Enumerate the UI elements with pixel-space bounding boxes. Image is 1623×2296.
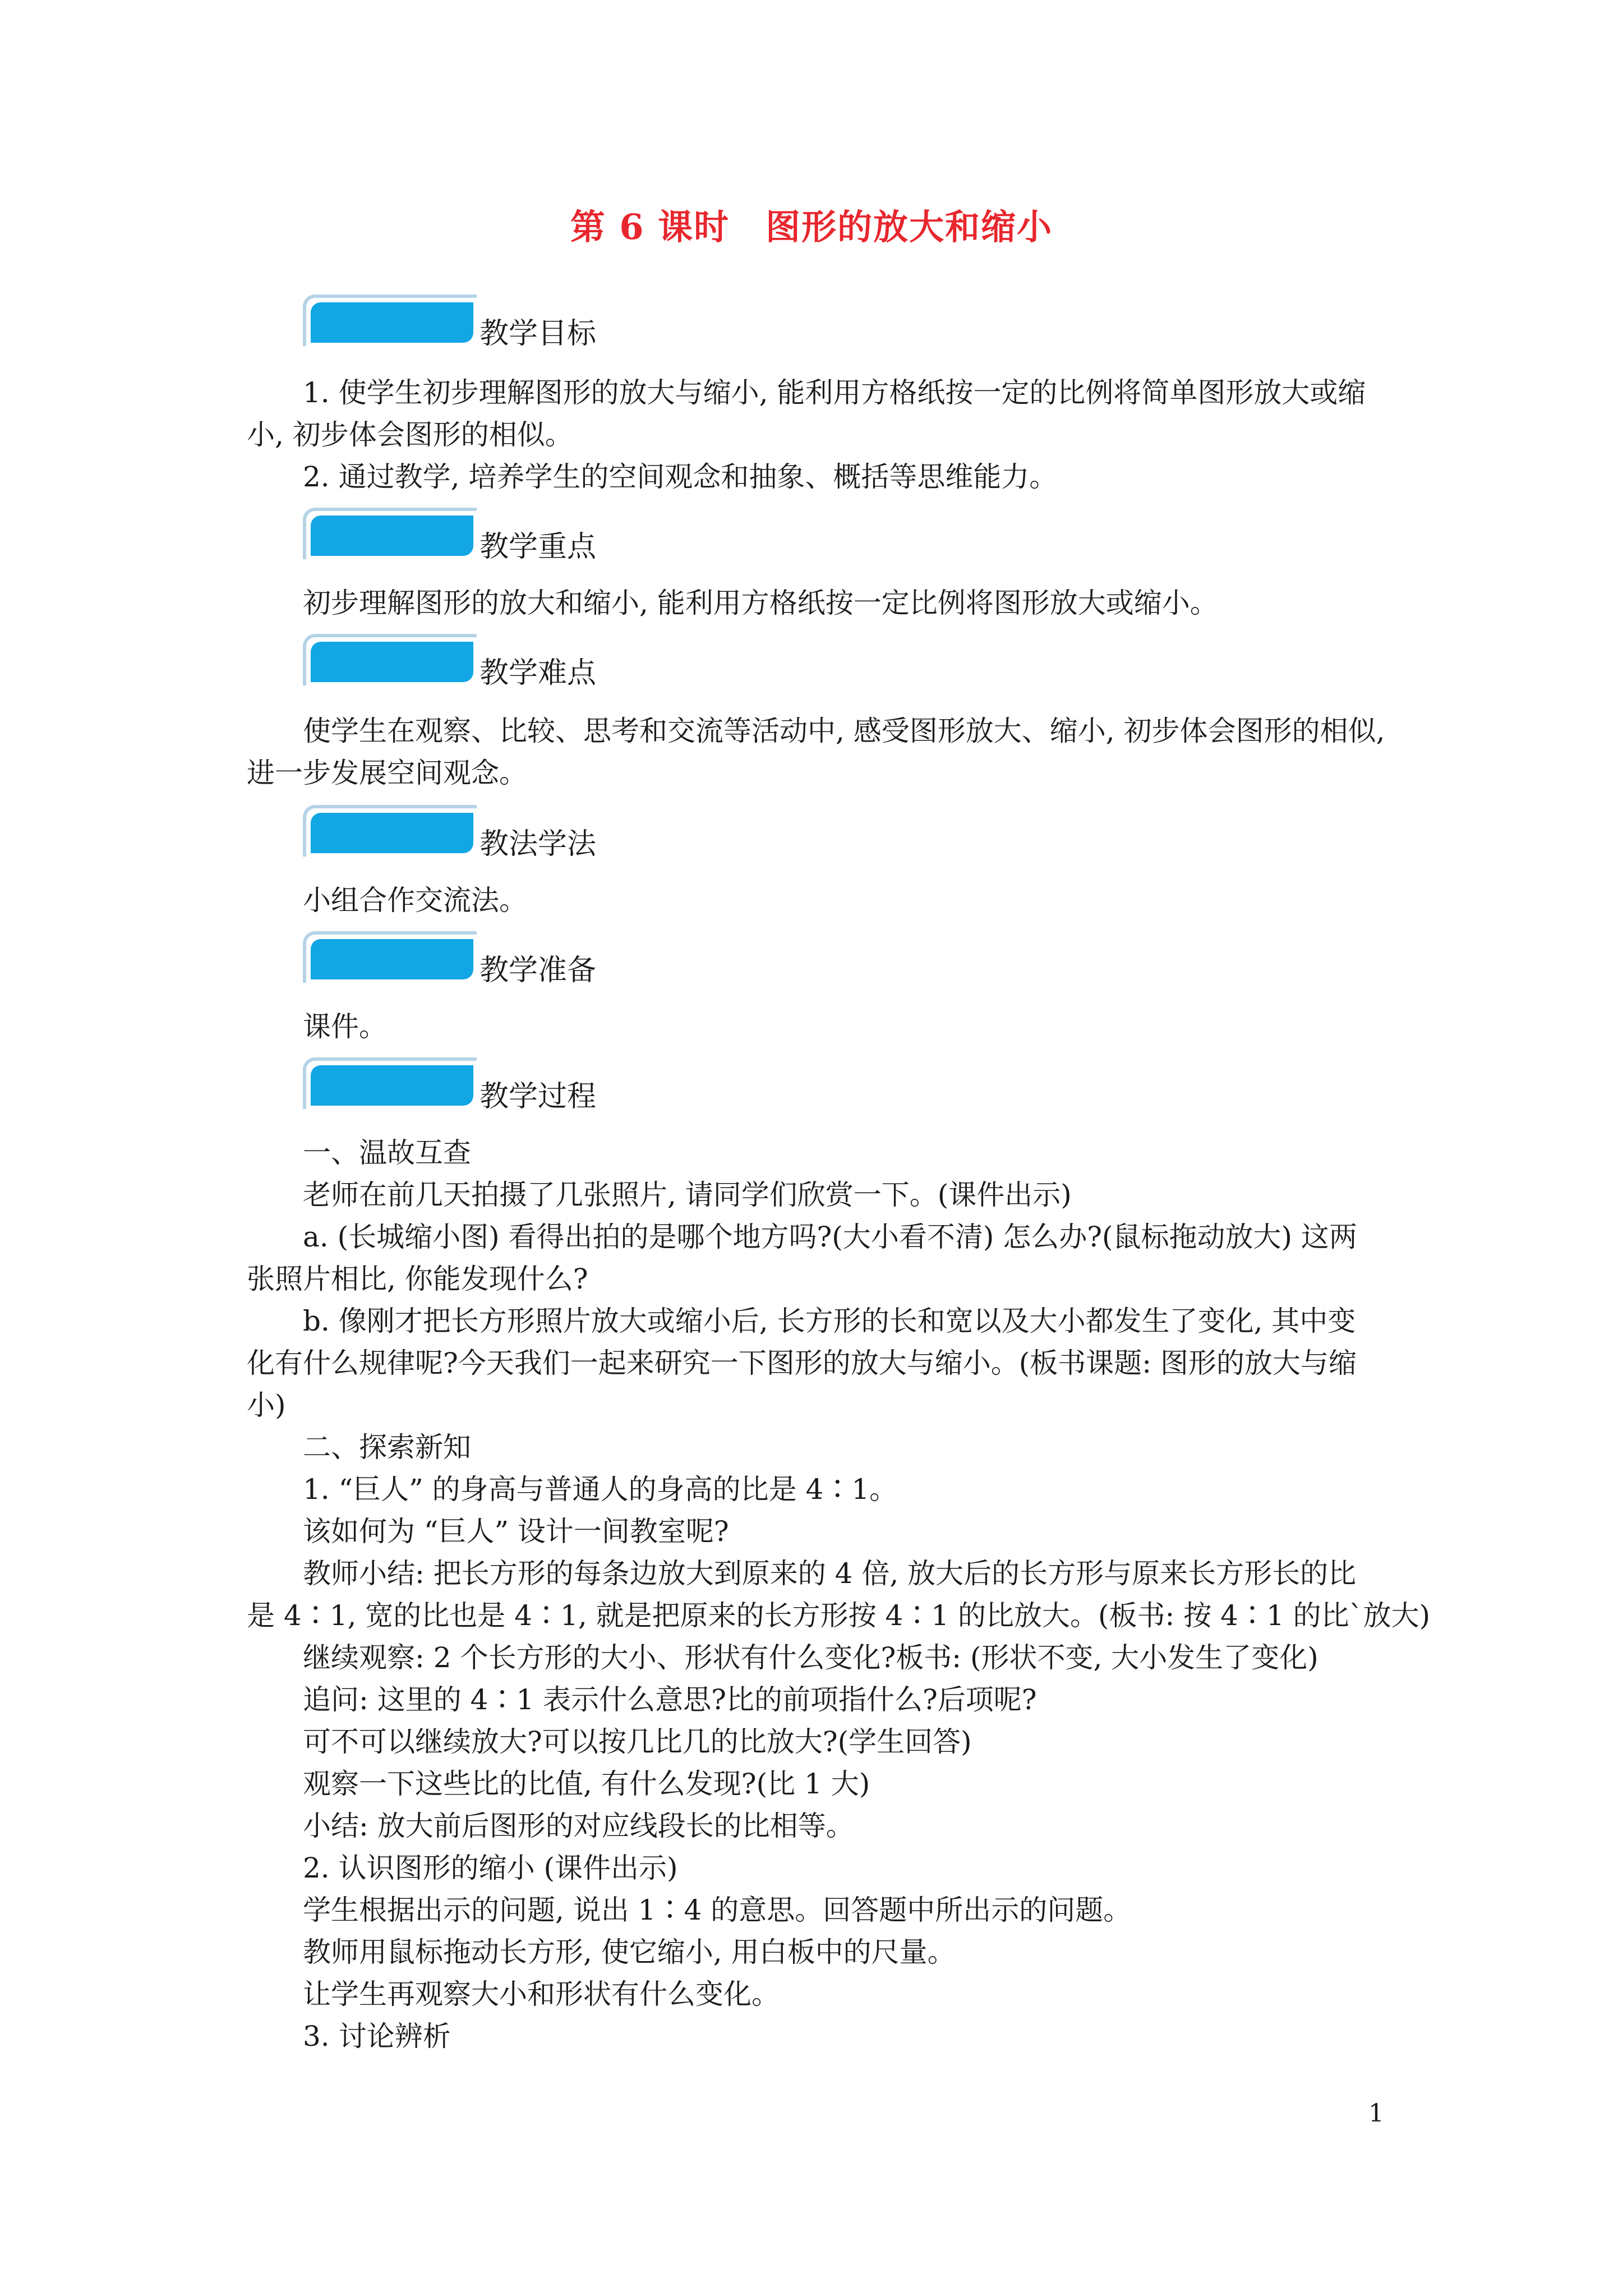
paragraph-line: 课件。 bbox=[303, 1010, 387, 1043]
paragraph-line: 初步理解图形的放大和缩小, 能利用方格纸按一定比例将图形放大或缩小。 bbox=[303, 587, 1218, 619]
subheading: 二、探索新知 bbox=[303, 1431, 471, 1464]
section-label: 教学过程 bbox=[479, 1080, 597, 1114]
paragraph-line: 2. 认识图形的缩小 (课件出示) bbox=[303, 1852, 678, 1884]
paragraph-line: 教师用鼠标拖动长方形, 使它缩小, 用白板中的尺量。 bbox=[303, 1936, 956, 1968]
paragraph-line: 追问: 这里的 4∶1 表示什么意思?比的前项指什么?后项呢? bbox=[303, 1683, 1037, 1716]
paragraph-line: 该如何为 “巨人” 设计一间教室呢? bbox=[303, 1515, 729, 1548]
section-tag-icon bbox=[303, 805, 477, 857]
paragraph-line: 小) bbox=[247, 1389, 286, 1421]
paragraph-line: 学生根据出示的问题, 说出 1∶4 的意思。回答题中所出示的问题。 bbox=[303, 1894, 1132, 1926]
page-number: 1 bbox=[1368, 2099, 1384, 2128]
subheading: 一、温故互查 bbox=[303, 1137, 471, 1169]
paragraph-line: a. (长城缩小图) 看得出拍的是哪个地方吗?(大小看不清) 怎么办?(鼠标拖动放大) 这两 bbox=[303, 1221, 1357, 1253]
paragraph-line: 张照片相比, 你能发现什么? bbox=[247, 1263, 588, 1295]
paragraph-line: 小, 初步体会图形的相似。 bbox=[247, 418, 573, 451]
paragraph-line: 1. “巨人” 的身高与普通人的身高的比是 4∶1。 bbox=[303, 1473, 898, 1506]
paragraph-line: 教师小结: 把长方形的每条边放大到原来的 4 倍, 放大后的长方形与原来长方形长的比 bbox=[303, 1557, 1357, 1590]
section-label: 教学难点 bbox=[479, 656, 597, 690]
paragraph-line: 使学生在观察、比较、思考和交流等活动中, 感受图形放大、缩小, 初步体会图形的相似, bbox=[303, 715, 1385, 747]
paragraph-line: 3. 讨论辨析 bbox=[303, 2020, 451, 2053]
paragraph-line: 是 4∶1, 宽的比也是 4∶1, 就是把原来的长方形按 4∶1 的比放大。(板书: 按 4∶1 的比`放大) bbox=[247, 1599, 1431, 1632]
paragraph-line: 观察一下这些比的比值, 有什么发现?(比 1 大) bbox=[303, 1768, 870, 1800]
paragraph-line: 老师在前几天拍摄了几张照片, 请同学们欣赏一下。(课件出示) bbox=[303, 1179, 1072, 1211]
section-tag-icon bbox=[303, 634, 477, 685]
page-title: 第 6 课时 图形的放大和缩小 bbox=[570, 206, 1053, 247]
paragraph-line: 可不可以继续放大?可以按几比几的比放大?(学生回答) bbox=[303, 1726, 972, 1758]
section-label: 教学重点 bbox=[479, 530, 597, 564]
paragraph-line: 进一步发展空间观念。 bbox=[247, 757, 527, 789]
paragraph-line: b. 像刚才把长方形照片放大或缩小后, 长方形的长和宽以及大小都发生了变化, 其中变 bbox=[303, 1305, 1356, 1337]
section-tag-icon bbox=[303, 1057, 477, 1109]
section-tag-icon bbox=[303, 295, 477, 346]
paragraph-line: 让学生再观察大小和形状有什么变化。 bbox=[303, 1978, 780, 2010]
section-label: 教法学法 bbox=[479, 827, 597, 861]
section-label: 教学准备 bbox=[479, 954, 597, 987]
paragraph-line: 小组合作交流法。 bbox=[303, 884, 527, 917]
paragraph-line: 1. 使学生初步理解图形的放大与缩小, 能利用方格纸按一定的比例将简单图形放大或缩 bbox=[303, 376, 1366, 409]
section-tag-icon bbox=[303, 508, 477, 559]
section-label: 教学目标 bbox=[479, 317, 597, 351]
paragraph-line: 继续观察: 2 个长方形的大小、形状有什么变化?板书: (形状不变, 大小发生了变化) bbox=[303, 1641, 1318, 1674]
section-tag-icon bbox=[303, 931, 477, 983]
paragraph-line: 小结: 放大前后图形的对应线段长的比相等。 bbox=[303, 1810, 854, 1842]
paragraph-line: 2. 通过教学, 培养学生的空间观念和抽象、概括等思维能力。 bbox=[303, 461, 1058, 493]
paragraph-line: 化有什么规律呢?今天我们一起来研究一下图形的放大与缩小。(板书课题: 图形的放大与缩 bbox=[247, 1347, 1357, 1379]
